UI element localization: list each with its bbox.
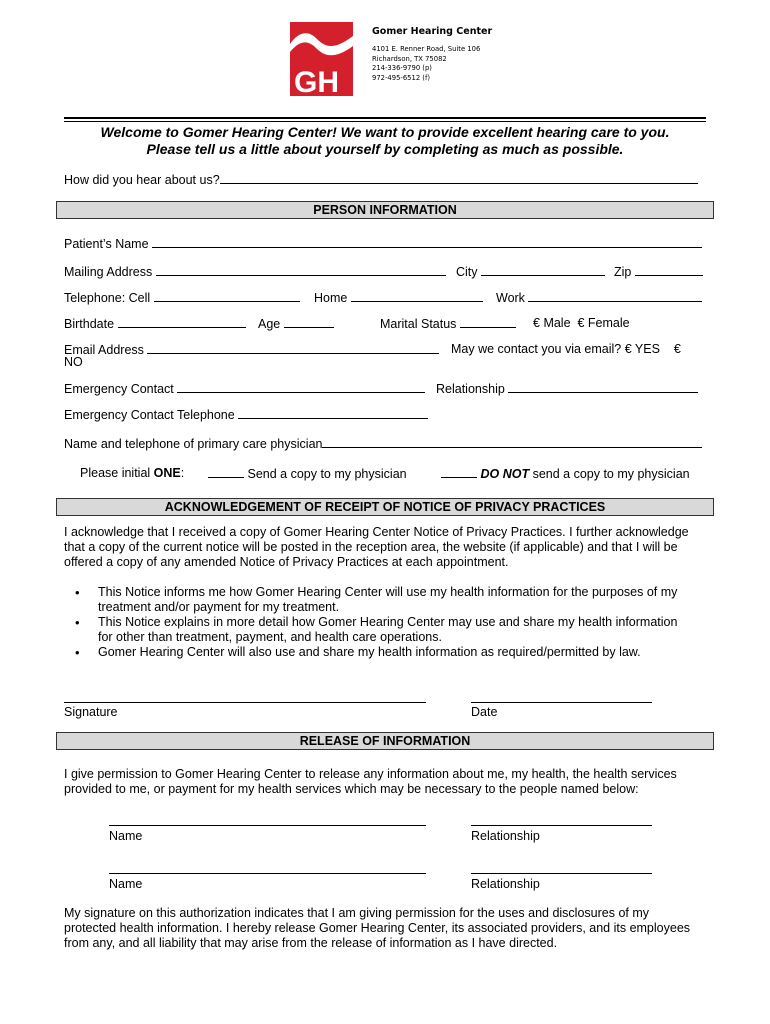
age-field[interactable] <box>284 316 334 328</box>
date-line[interactable] <box>471 702 652 703</box>
sex-options: € Male € Female <box>533 316 630 330</box>
privacy-bullets <box>64 585 684 660</box>
emergency-telephone-row: Emergency Contact Telephone <box>64 407 428 422</box>
release-name-line-1[interactable] <box>109 825 426 826</box>
marital-status-row: Marital Status <box>380 316 516 331</box>
referral-row <box>64 172 698 187</box>
person-info-heading: PERSON INFORMATION <box>56 201 714 219</box>
birthdate-row: Birthdate <box>64 316 246 331</box>
header-rule-thick <box>64 117 706 119</box>
email-yes-checkbox[interactable]: € <box>624 342 632 356</box>
email-contact-row: May we contact you via email? € YES € <box>451 342 681 356</box>
list-item: • This Notice explains in more detail how Gomer Hearing Center may use and share my health information for other than treatment, payment, and health care operations. <box>64 615 684 645</box>
male-checkbox[interactable]: € <box>533 316 540 330</box>
relationship-field[interactable] <box>508 381 698 393</box>
release-heading: RELEASE OF INFORMATION <box>56 732 714 750</box>
female-checkbox[interactable]: € <box>577 316 585 330</box>
emergency-telephone-field[interactable] <box>238 407 428 419</box>
send-copy-option: Send a copy to my physician <box>208 466 407 481</box>
mailing-address-field[interactable] <box>156 264 446 276</box>
patient-name-row: Patient’s Name <box>64 236 702 251</box>
city-row: City <box>456 264 605 279</box>
signature-label: Signature <box>64 705 118 719</box>
cell-phone-row: Telephone: Cell <box>64 290 300 305</box>
signature-line[interactable] <box>64 702 426 703</box>
do-not-send-option: DO NOT send a copy to my physician <box>441 466 690 481</box>
email-no-label: NO <box>64 355 83 369</box>
work-phone-field[interactable] <box>528 290 702 302</box>
list-item: • Gomer Hearing Center will also use and share my health information as required/permitted by law. <box>64 645 684 660</box>
release-name-label-1: Name <box>109 829 143 843</box>
initial-row: Please initial ONE: <box>80 466 185 480</box>
release-relationship-label-1: Relationship <box>471 829 540 843</box>
release-relationship-line-1[interactable] <box>471 825 652 826</box>
release-final-paragraph: My signature on this authorization indicates that I am giving permission for the uses and disclosures of my protected health information. I hereby release Gomer Hearing Center, its associated providers, and its employees from any, and all liability that may arise from the release of information as I have directed. <box>64 906 691 950</box>
release-paragraph: I give permission to Gomer Hearing Center to release any information about me, my health, the health services provided to me, or payment for my health services which may be necessary to the people named below: <box>64 767 677 796</box>
do-not-send-initial-field[interactable] <box>441 466 477 478</box>
zip-row: Zip <box>614 264 703 279</box>
send-copy-initial-field[interactable] <box>208 466 244 478</box>
emergency-contact-row: Emergency Contact <box>64 381 425 396</box>
list-item: • This Notice informs me how Gomer Hearing Center will use my health information for the purposes of my treatment and/or payment for my treatment. <box>64 585 684 615</box>
release-name-label-2: Name <box>109 877 143 891</box>
cell-phone-field[interactable] <box>154 290 300 302</box>
welcome-message: Welcome to Gomer Hearing Center! We want to provide excellent hearing care to you. Please tell us a little about yourself by completing as much as possible. <box>100 124 670 157</box>
email-no-checkbox[interactable]: € <box>673 342 681 356</box>
work-phone-row: Work <box>496 290 702 305</box>
zip-field[interactable] <box>635 264 703 276</box>
city-field[interactable] <box>481 264 605 276</box>
physician-field[interactable] <box>322 436 702 448</box>
date-label: Date <box>471 705 498 719</box>
release-name-line-2[interactable] <box>109 873 426 874</box>
referral-label: How did you hear about us? <box>64 173 220 187</box>
referral-field[interactable] <box>220 172 698 184</box>
email-field[interactable] <box>147 342 439 354</box>
release-relationship-label-2: Relationship <box>471 877 540 891</box>
email-row: Email Address <box>64 342 439 357</box>
relationship-row: Relationship <box>436 381 698 396</box>
patient-name-field[interactable] <box>152 236 702 248</box>
header-rule-thin <box>64 121 706 122</box>
physician-row: Name and telephone of primary care physician <box>64 436 702 451</box>
age-row: Age <box>258 316 334 331</box>
home-phone-field[interactable] <box>351 290 483 302</box>
privacy-heading: ACKNOWLEDGEMENT OF RECEIPT OF NOTICE OF PRIVACY PRACTICES <box>56 498 714 516</box>
logo-letters: GH <box>294 66 339 96</box>
home-phone-row: Home <box>314 290 483 305</box>
release-relationship-line-2[interactable] <box>471 873 652 874</box>
privacy-paragraph: I acknowledge that I received a copy of Gomer Hearing Center Notice of Privacy Practices. I further acknowledge that a copy of the current notice will be posted in the reception area, the website (if applicable) and that I will be offered a copy of any amended Notice of Privacy Practices at each appointment. <box>64 525 689 569</box>
mailing-address-row: Mailing Address <box>64 264 446 279</box>
marital-status-field[interactable] <box>460 316 516 328</box>
emergency-contact-field[interactable] <box>177 381 425 393</box>
birthdate-field[interactable] <box>118 316 246 328</box>
org-name: Gomer Hearing Center <box>372 26 493 37</box>
org-address: 4101 E. Renner Road, Suite 106 Richardson, TX 75082 214-336-9790 (p) 972-495-6512 (f) <box>372 45 481 82</box>
gomer-hearing-logo <box>290 22 353 96</box>
